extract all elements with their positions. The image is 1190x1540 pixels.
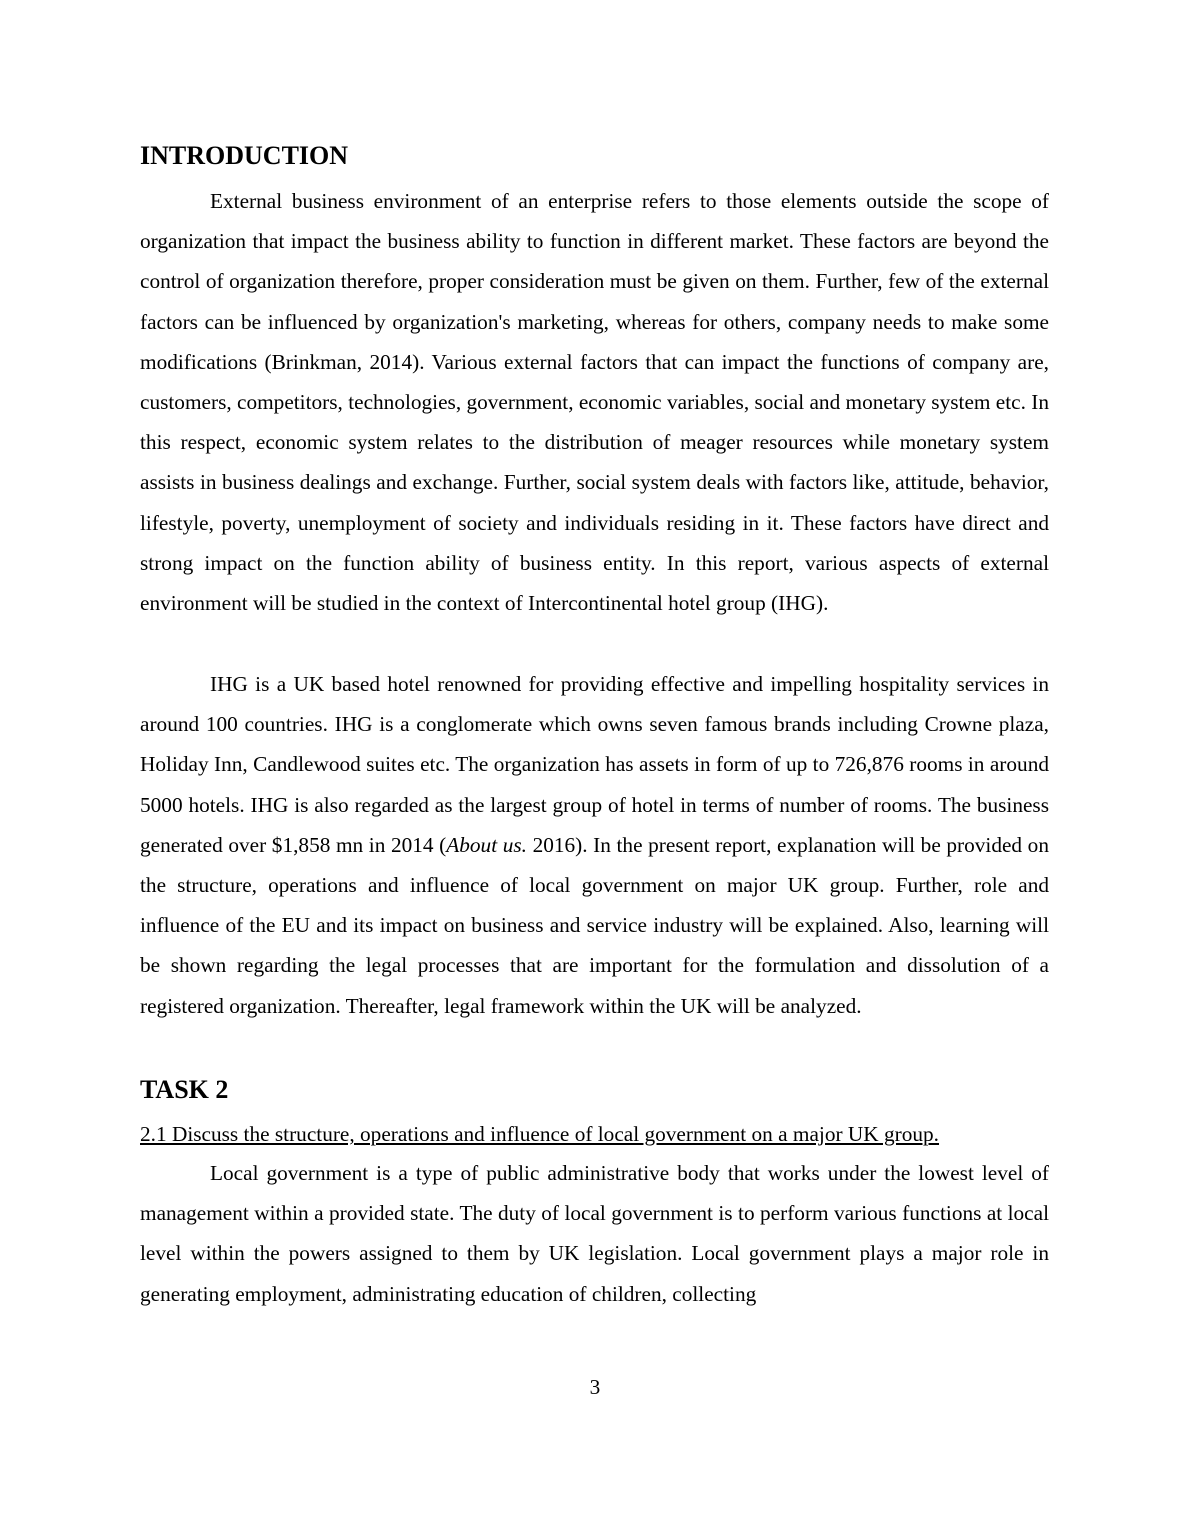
- intro-paragraph-2-text-b: 2016). In the present report, explanation will be provided on the structure, operations and influence of local government on major UK group. Further, role and influence of the EU and its impact on business and service industry will be explained. Also, learning will be shown regarding the legal processes that are important for the formulation and dissolution of a registered organization. Thereafter, legal framework within the UK will be analyzed.: [140, 832, 1049, 1018]
- task-heading: TASK 2: [140, 1075, 229, 1104]
- task-paragraph-1: Local government is a type of public administrative body that works under the lowest level of management within a provided state. The duty of local government is to perform various functions at local level within the powers assigned to them by UK legislation. Local government plays a major role in generating employment, administrating education of children, collecting: [140, 1161, 1049, 1306]
- introduction-heading: INTRODUCTION: [140, 141, 349, 170]
- intro-paragraph-2-text-a: IHG is a UK based hotel renowned for providing effective and impelling hospitality services in around 100 countries. IHG is a conglomerate which owns seven famous brands including Crowne plaza, Holiday Inn, Candlewood suites etc. The organization has assets in form of up to 726,876 rooms in around 5000 hotels. IHG is also regarded as the largest group of hotel in terms of number of rooms. The business generated over $1,858 mn in 2014 (: [140, 672, 1049, 857]
- intro-paragraph-2: [140, 664, 1049, 1026]
- intro-paragraph-1: External business environment of an enterprise refers to those elements outside the scope of organization that impact the business ability to function in different market. These factors are beyond the control of organization therefore, proper consideration must be given on them. Further, few of the external factors can be influenced by organization's marketing, whereas for others, company needs to make some modifications (Brinkman, 2014). Various external factors that can impact the functions of company are, customers, competitors, technologies, government, economic variables, social and monetary system etc. In this respect, economic system relates to the distribution of meager resources while monetary system assists in business dealings and exchange. Further, social system deals with factors like, attitude, behavior, lifestyle, poverty, unemployment of society and individuals residing in it. These factors have direct and strong impact on the function ability of business entity. In this report, various aspects of external environment will be studied in the context of Intercontinental hotel group (IHG).: [140, 189, 1049, 616]
- task-subheading: 2.1 Discuss the structure, operations and influence of local government on a major UK group.: [140, 1122, 940, 1146]
- page-number: 3: [589, 1375, 601, 1399]
- citation-italic: About us.: [446, 832, 527, 857]
